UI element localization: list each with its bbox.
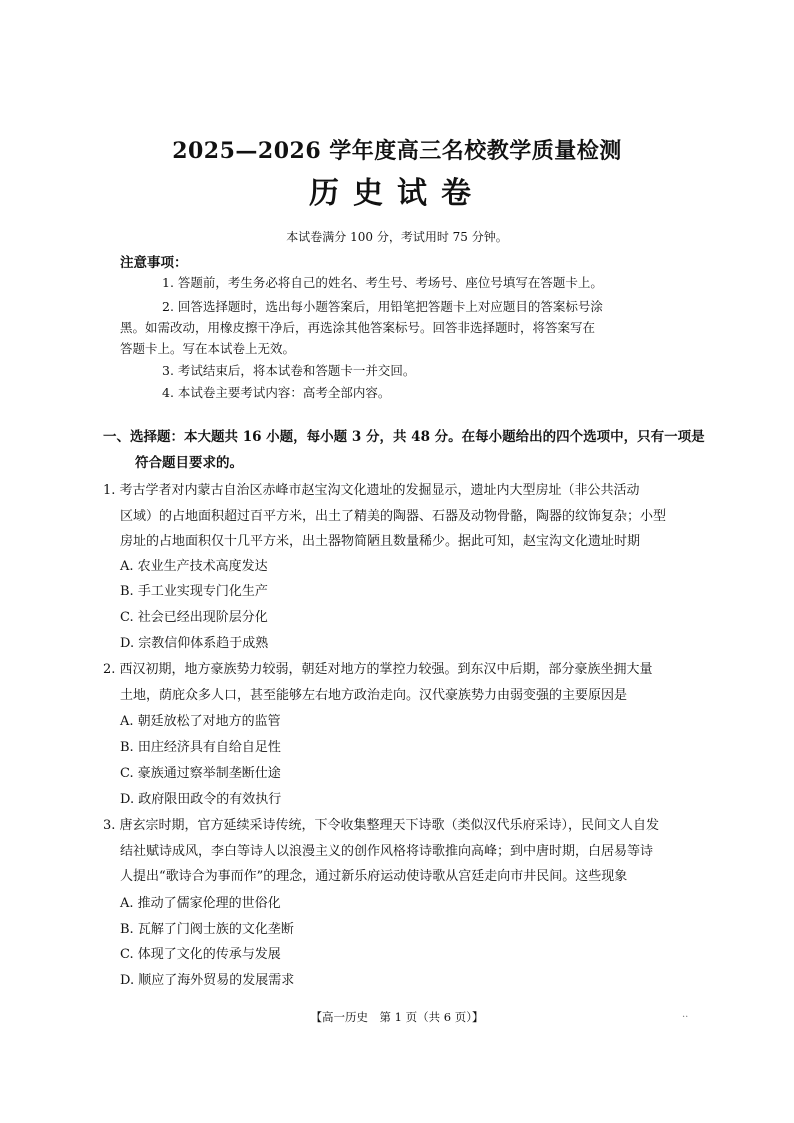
option-b: B. 手工业实现专门化生产 bbox=[120, 584, 268, 599]
option-c: C. 豪族通过察举制垄断仕途 bbox=[120, 766, 281, 781]
option-d: D. 顺应了海外贸易的发展需求 bbox=[120, 973, 295, 988]
exam-title: 2025—2026 学年度高三名校教学质量检测 bbox=[172, 138, 622, 164]
section-heading: 一、选择题：本大题共 16 小题，每小题 3 分，共 48 分。在每小题给出的四个选项中，只有一项是 bbox=[103, 429, 705, 445]
notice-heading: 注意事项： bbox=[120, 255, 188, 271]
question-text: 结社赋诗成风，李白等诗人以浪漫主义的创作风格将诗歌推向高峰；到中唐时期，白居易等诗 bbox=[120, 844, 654, 859]
question-text: 3. 唐玄宗时期，官方延续采诗传统，下令收集整理天下诗歌（类似汉代乐府采诗），民间文人自发 bbox=[103, 818, 660, 833]
notice-line: 3. 考试结束后，将本试卷和答题卡一并交回。 bbox=[162, 363, 416, 378]
option-d: D. 政府限田政令的有效执行 bbox=[120, 792, 282, 807]
option-d: D. 宗教信仰体系趋于成熟 bbox=[120, 636, 269, 651]
question-text: 1. 考古学者对内蒙古自治区赤峰市赵宝沟文化遗址的发掘显示，遗址内大型房址（非公共活动 bbox=[103, 483, 640, 498]
option-a: A. 朝廷放松了对地方的监管 bbox=[120, 714, 281, 729]
notice-line: 答题卡上。写在本试卷上无效。 bbox=[120, 341, 296, 356]
footer-mark: .. bbox=[682, 1009, 689, 1020]
question-text: 房址的占地面积仅十几平方米，出土器物简陋且数量稀少。据此可知，赵宝沟文化遗址时期 bbox=[120, 534, 641, 549]
option-c: C. 社会已经出现阶层分化 bbox=[120, 610, 268, 625]
notice-line: 2. 回答选择题时，选出每小题答案后，用铅笔把答题卡上对应题目的答案标号涂 bbox=[162, 299, 603, 314]
question-text: 人提出“歌诗合为事而作”的理念，通过新乐府运动使诗歌从宫廷走向市井民间。这些现象 bbox=[120, 869, 628, 884]
option-b: B. 瓦解了门阀士族的文化垄断 bbox=[120, 922, 294, 937]
question-text: 区域）的占地面积超过百平方米，出土了精美的陶器、石器及动物骨骼，陶器的纹饰复杂；小型 bbox=[120, 509, 667, 524]
option-a: A. 农业生产技术高度发达 bbox=[120, 559, 268, 574]
option-b: B. 田庄经济具有自给自足性 bbox=[120, 740, 281, 755]
option-c: C. 体现了文化的传承与发展 bbox=[120, 947, 281, 962]
question-text: 2. 西汉初期，地方豪族势力较弱，朝廷对地方的掌控力较强。到东汉中后期，部分豪族坐拥大量 bbox=[103, 662, 653, 677]
page-footer: 【高一历史 第 1 页（共 6 页）】 bbox=[310, 1010, 484, 1024]
notice-line: 4. 本试卷主要考试内容：高考全部内容。 bbox=[162, 385, 391, 400]
option-a: A. 推动了儒家伦理的世俗化 bbox=[120, 896, 281, 911]
question-text: 土地，荫庇众多人口，甚至能够左右地方政治走向。汉代豪族势力由弱变强的主要原因是 bbox=[120, 688, 628, 703]
notice-line: 黑。如需改动，用橡皮擦干净后，再选涂其他答案标号。回答非选择题时，将答案写在 bbox=[120, 320, 596, 335]
exam-info: 本试卷满分 100 分，考试用时 75 分钟。 bbox=[286, 230, 508, 244]
section-heading-continued: 符合题目要求的。 bbox=[135, 455, 243, 471]
notice-line: 1. 答题前，考生务必将自己的姓名、考生号、考场号、座位号填写在答题卡上。 bbox=[162, 275, 603, 290]
subject-title: 历史试卷 bbox=[309, 176, 485, 211]
